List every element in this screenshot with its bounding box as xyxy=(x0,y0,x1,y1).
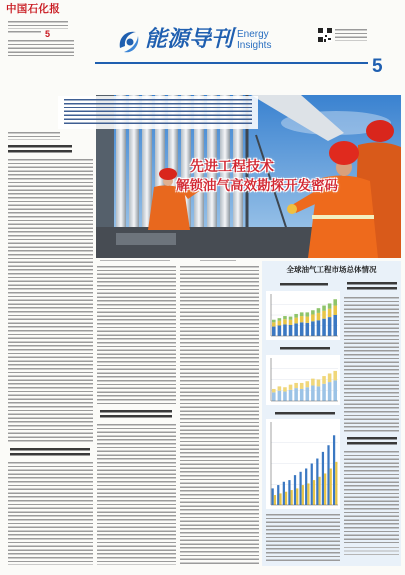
masthead-name: 中国石化报 xyxy=(6,3,60,15)
bar xyxy=(306,323,310,336)
bar xyxy=(333,380,337,401)
bar xyxy=(278,391,282,401)
bar xyxy=(324,473,326,505)
bar xyxy=(278,318,282,321)
bar xyxy=(300,322,304,336)
body-text-column xyxy=(266,514,340,563)
bar xyxy=(306,381,310,387)
bar xyxy=(322,384,326,401)
qr-module xyxy=(328,38,331,40)
body-text-column xyxy=(180,266,259,565)
bar xyxy=(294,314,298,318)
chart-title xyxy=(275,412,335,415)
reflective-stripe xyxy=(312,215,374,219)
qr-code-icon xyxy=(318,28,332,42)
header-rule xyxy=(95,62,368,64)
editor-note-lines xyxy=(64,99,252,126)
subheading xyxy=(10,448,90,458)
bar xyxy=(317,380,321,387)
qr-module xyxy=(325,35,327,37)
section-title: 能源导刊 xyxy=(145,27,234,52)
chart-1 xyxy=(266,291,340,340)
byline xyxy=(8,132,60,140)
chart-title xyxy=(280,283,328,286)
bar xyxy=(272,392,276,401)
chart-2 xyxy=(266,355,340,405)
bar xyxy=(285,492,287,505)
body-text-column xyxy=(8,462,93,565)
editor-note-box xyxy=(58,96,258,129)
bar xyxy=(296,488,298,505)
bar xyxy=(283,387,287,391)
bar xyxy=(300,312,304,316)
bar xyxy=(311,464,313,506)
bar xyxy=(283,392,287,401)
bar xyxy=(278,321,282,326)
bar xyxy=(288,480,290,505)
subheading xyxy=(100,410,172,420)
bar xyxy=(328,317,332,336)
bar xyxy=(278,326,282,337)
bar xyxy=(330,468,332,505)
bar xyxy=(317,386,321,401)
qr-module xyxy=(324,39,326,42)
bar xyxy=(333,371,337,380)
bar xyxy=(316,459,318,505)
bar xyxy=(272,322,276,326)
bar xyxy=(305,468,307,505)
bar xyxy=(328,382,332,401)
bar xyxy=(289,320,293,325)
worker-helmet xyxy=(159,168,177,180)
bar xyxy=(294,475,296,505)
chart-3 xyxy=(266,419,340,509)
bar xyxy=(333,299,337,305)
chart-title xyxy=(280,347,330,350)
bar xyxy=(294,323,298,336)
bar xyxy=(333,315,337,336)
masthead-date-line xyxy=(8,31,41,35)
sidebar-text-column xyxy=(344,297,399,434)
bar xyxy=(311,314,315,321)
worker-helmet xyxy=(366,120,394,142)
bar xyxy=(311,379,315,386)
bar xyxy=(272,320,276,323)
bar xyxy=(327,445,329,505)
bar xyxy=(318,477,320,505)
bar xyxy=(328,373,332,382)
bar xyxy=(289,385,293,390)
worker-glove xyxy=(287,204,297,214)
bar xyxy=(279,493,281,505)
bar xyxy=(333,435,335,505)
sidebar-subheading xyxy=(347,282,397,292)
page-number: 5 xyxy=(372,56,383,77)
bar xyxy=(317,313,321,320)
bar xyxy=(313,480,315,505)
bar xyxy=(328,303,332,308)
bar xyxy=(307,483,309,505)
bar xyxy=(322,376,326,384)
photo-credit xyxy=(200,260,236,263)
bar xyxy=(335,462,337,505)
bar xyxy=(317,308,321,313)
energy-insights-logo-icon xyxy=(116,28,142,56)
bar xyxy=(277,485,279,505)
bar xyxy=(306,317,310,323)
bar xyxy=(283,319,287,324)
bar xyxy=(322,452,324,505)
headline-line2: 解锁油气高效勘探开发密码 xyxy=(176,178,338,194)
bar xyxy=(302,485,304,505)
section-subtitle-line2: Insights xyxy=(237,40,272,51)
data-source-note xyxy=(344,547,399,555)
bar xyxy=(300,383,304,389)
bar xyxy=(322,306,326,311)
sidebar-text-column xyxy=(344,451,399,543)
bar xyxy=(311,321,315,336)
body-text-column xyxy=(8,159,93,444)
bar xyxy=(333,306,337,315)
bar xyxy=(300,389,304,401)
bar xyxy=(274,495,276,505)
bar xyxy=(289,317,293,320)
worker-helmet xyxy=(329,141,359,165)
bar xyxy=(317,320,321,336)
qr-corner xyxy=(327,28,332,33)
bar xyxy=(328,309,332,317)
bar xyxy=(306,312,310,316)
body-text-column xyxy=(97,424,176,565)
bar xyxy=(294,318,298,324)
body-text-column xyxy=(97,266,176,406)
rig-machinery-panel xyxy=(116,233,176,245)
bar xyxy=(272,488,274,505)
qr-caption-lines xyxy=(335,29,367,41)
bar xyxy=(294,388,298,401)
edition-badge: 5 xyxy=(45,29,51,39)
bar xyxy=(283,316,287,319)
sidebar-title: 全球油气工程市场总体情况 xyxy=(286,265,377,274)
bar xyxy=(283,324,287,336)
bar xyxy=(311,310,315,314)
bar xyxy=(322,311,326,319)
logo-dot xyxy=(127,39,134,46)
bar xyxy=(322,319,326,336)
bar xyxy=(300,316,304,322)
bar xyxy=(291,490,293,505)
bar xyxy=(283,482,285,505)
photo-caption xyxy=(100,260,170,263)
bar xyxy=(272,327,276,336)
sidebar-subheading xyxy=(347,437,397,447)
bar xyxy=(294,383,298,388)
bar xyxy=(311,386,315,401)
qr-corner xyxy=(318,28,323,33)
bar xyxy=(299,472,301,505)
bar xyxy=(278,386,282,390)
subheading xyxy=(8,145,72,155)
bar xyxy=(306,387,310,401)
qr-corner xyxy=(318,37,323,42)
section-subtitle-line1: Energy xyxy=(237,29,269,40)
masthead-info-lines xyxy=(8,21,68,29)
masthead-contact-lines xyxy=(8,40,74,56)
headline-line1: 先进工程技术 xyxy=(190,159,274,175)
bar xyxy=(272,389,276,392)
bar xyxy=(289,325,293,336)
bar xyxy=(289,390,293,401)
